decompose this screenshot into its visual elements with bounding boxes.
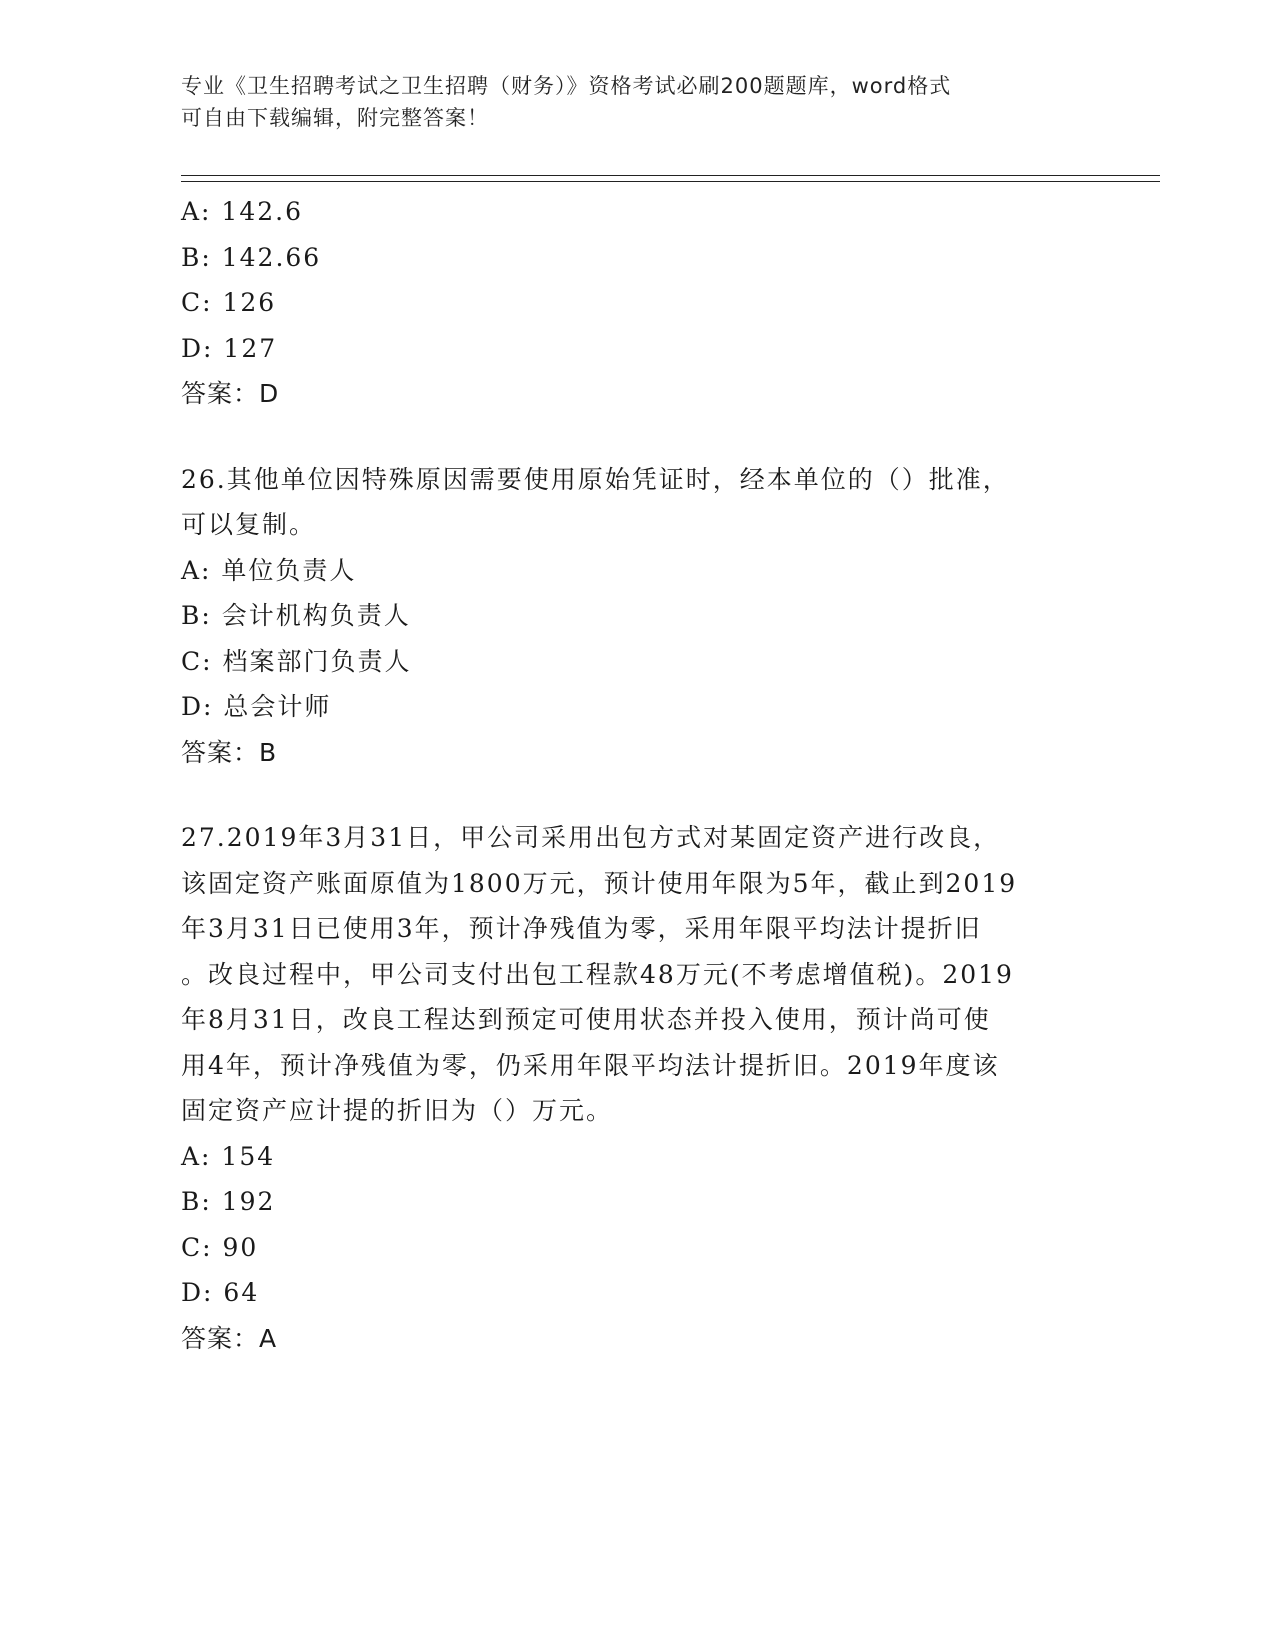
q25-option-b: B: 142.66 — [181, 242, 322, 272]
document-body — [181, 189, 1081, 1361]
q27-option-a: A: 154 — [181, 1141, 276, 1171]
q25-option-a: A: 142.6 — [181, 197, 303, 226]
q25-option-d: D: 127 — [181, 333, 278, 363]
question-25 — [181, 189, 1081, 417]
q26-option-a: A: 单位负责人 — [181, 555, 357, 585]
q26-option-b: B: 会计机构负责人 — [181, 601, 411, 630]
q27-option-d: D: 64 — [181, 1278, 260, 1307]
header-title-line-2: 可自由下载编辑，附完整答案！ — [181, 106, 489, 130]
question-27 — [181, 815, 1081, 1361]
q27-answer: 答案：A — [181, 1323, 278, 1353]
header-divider-bottom — [181, 181, 1160, 182]
q27-stem-line-2: 该固定资产账面原值为1800万元，预计使用年限为5年，截止到2019 — [181, 868, 1018, 898]
q25-answer: 答案：D — [181, 379, 280, 408]
q26-stem-line-1: 26.其他单位因特殊原因需要使用原始凭证时，经本单位的（）批准， — [181, 464, 1010, 494]
q27-option-c: C: 90 — [181, 1232, 259, 1262]
header-divider-top — [181, 175, 1160, 176]
q27-stem-line-5: 年8月31日，改良工程达到预定可使用状态并投入使用，预计尚可使 — [181, 1005, 991, 1034]
q27-stem-line-4: 。改良过程中，甲公司支付出包工程款48万元(不考虑增值税)。2019 — [181, 959, 1014, 989]
question-26 — [181, 457, 1081, 776]
q25-option-c: C: 126 — [181, 288, 277, 317]
q27-stem-line-7: 固定资产应计提的折旧为（）万元。 — [181, 1096, 614, 1125]
q27-stem-line-6: 用4年，预计净残值为零，仍采用年限平均法计提折旧。2019年度该 — [181, 1050, 1000, 1080]
q27-stem-line-3: 年3月31日已使用3年，预计净残值为零，采用年限平均法计提折旧 — [181, 914, 982, 943]
q26-stem-line-2: 可以复制。 — [181, 510, 317, 539]
q27-stem-line-1: 27.2019年3月31日，甲公司采用出包方式对某固定资产进行改良， — [181, 823, 1001, 852]
header-title-line-1: 专业《卫生招聘考试之卫生招聘（财务）》资格考试必刷200题题库，word格式 — [181, 74, 952, 98]
q26-answer: 答案：B — [181, 737, 278, 767]
q27-option-b: B: 192 — [181, 1187, 276, 1216]
document-header — [181, 70, 1061, 134]
spacer — [181, 417, 1081, 457]
q26-option-d: D: 总会计师 — [181, 692, 332, 721]
q26-option-c: C: 档案部门负责人 — [181, 646, 412, 676]
spacer — [181, 775, 1081, 815]
